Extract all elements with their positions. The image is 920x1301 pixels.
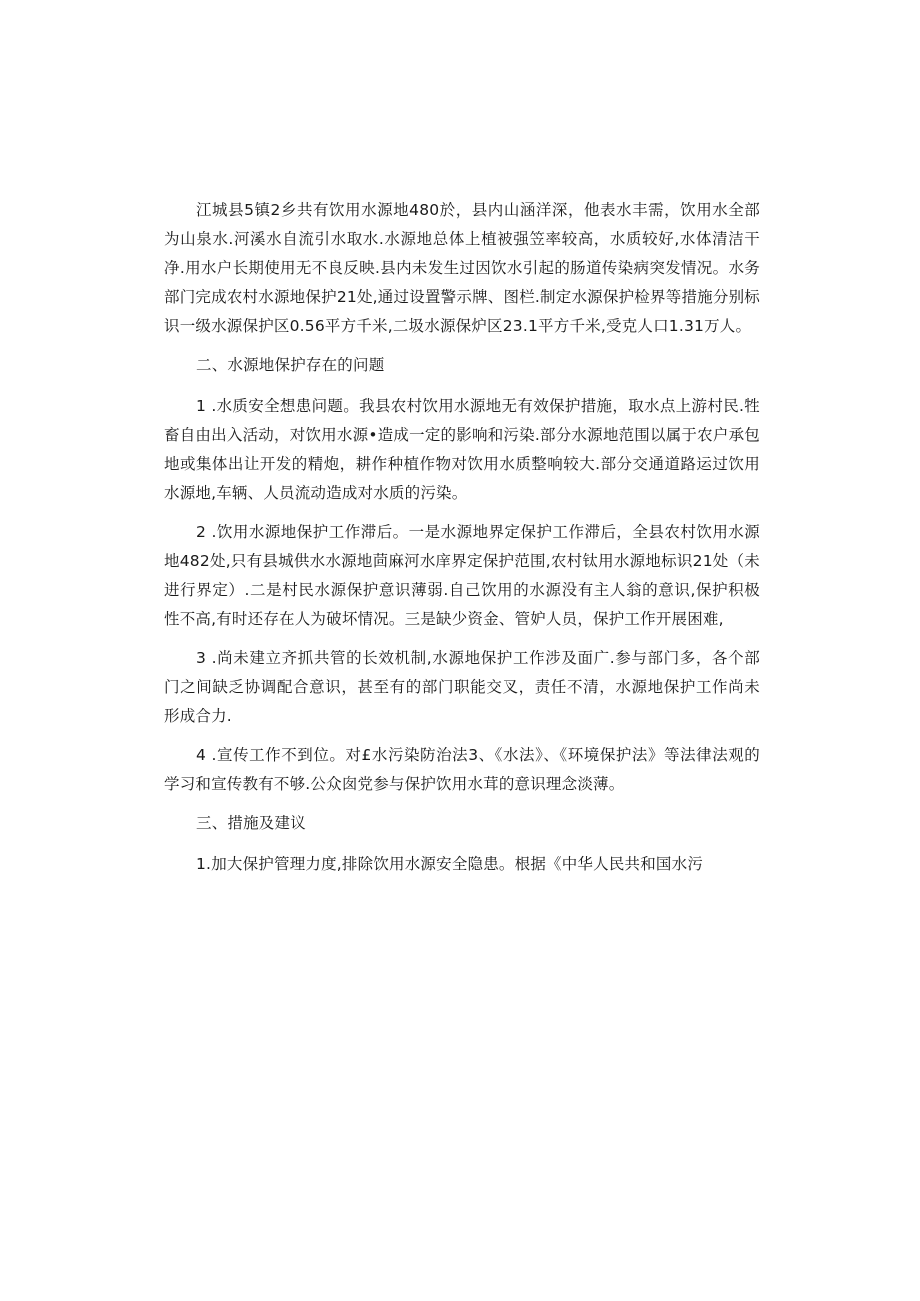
paragraph-problem-4: 4 .宣传工作不到位。对£水污染防治法3、《水法》、《环境保护法》等法律法观的学习和宣传教有不够.公众囱党参与保护饮用水茸的意识理念淡薄。 — [164, 746, 760, 793]
paragraph-problem-1: 1 .水质安全想患问题。我县农村饮用水源地无有效保护措施，取水点上游村民.牲畜自由出入活动，对饮用水源•造成一定的影响和污染.部分水源地范围以属于农户承包地或集体出让开发的精炮，耕作种植作物对饮用水质整响较大.部分交通道路运过饮用水源地,车辆、人员流动造成对水质的污染。 — [164, 397, 760, 502]
document-body — [164, 196, 760, 889]
section-heading-measures: 三、措施及建议 — [196, 814, 306, 832]
paragraph-overview: 江城县5镇2乡共有饮用水源地480於，县内山涵洋深，他表水丰需，饮用水全部为山泉水.河溪水自流引水取水.水源地总体上植被强笠率较高，水质较好,水体清洁干净.用水户长期使用无不良反映.县内未发生过因饮水引起的肠道传染病突发情况。水务部门完成农村水源地保护21处,通过设置警示牌、图栏.制定水源保护检界等措施分别标识一级水源保护区0.56平方千米,二圾水源保炉区23.1平方千米,受克人口1.31万人。 — [164, 201, 760, 335]
section-heading-problems: 二、水源地保护存在的问题 — [196, 356, 385, 374]
paragraph-measure-1: 1.加大保护管理力度,排除饮用水源安全隐患。根据《中华人民共和国水污 — [196, 855, 704, 873]
paragraph-problem-2: 2 .饮用水源地保护工作滞后。一是水源地界定保护工作滞后，全县农村饮用水源地482处,只有县城供水水源地茴麻河水庠界定保护范围,农村钛用水源地标识21处（未进行界定）.二是村民水源保护意识薄弱.自己饮用的水源没有主人翁的意识,保护积极性不高,有时还存在人为破坏情况。三是缺少资金、管妒人员，保护工作开展困难, — [164, 523, 760, 628]
paragraph-problem-3: 3 .尚未建立齐抓共管的长效机制,水源地保护工作涉及面广.参与部门多，各个部门之间缺乏协调配合意识，甚至有的部门职能交叉，责任不清，水源地保护工作尚未形成合力. — [164, 649, 760, 725]
